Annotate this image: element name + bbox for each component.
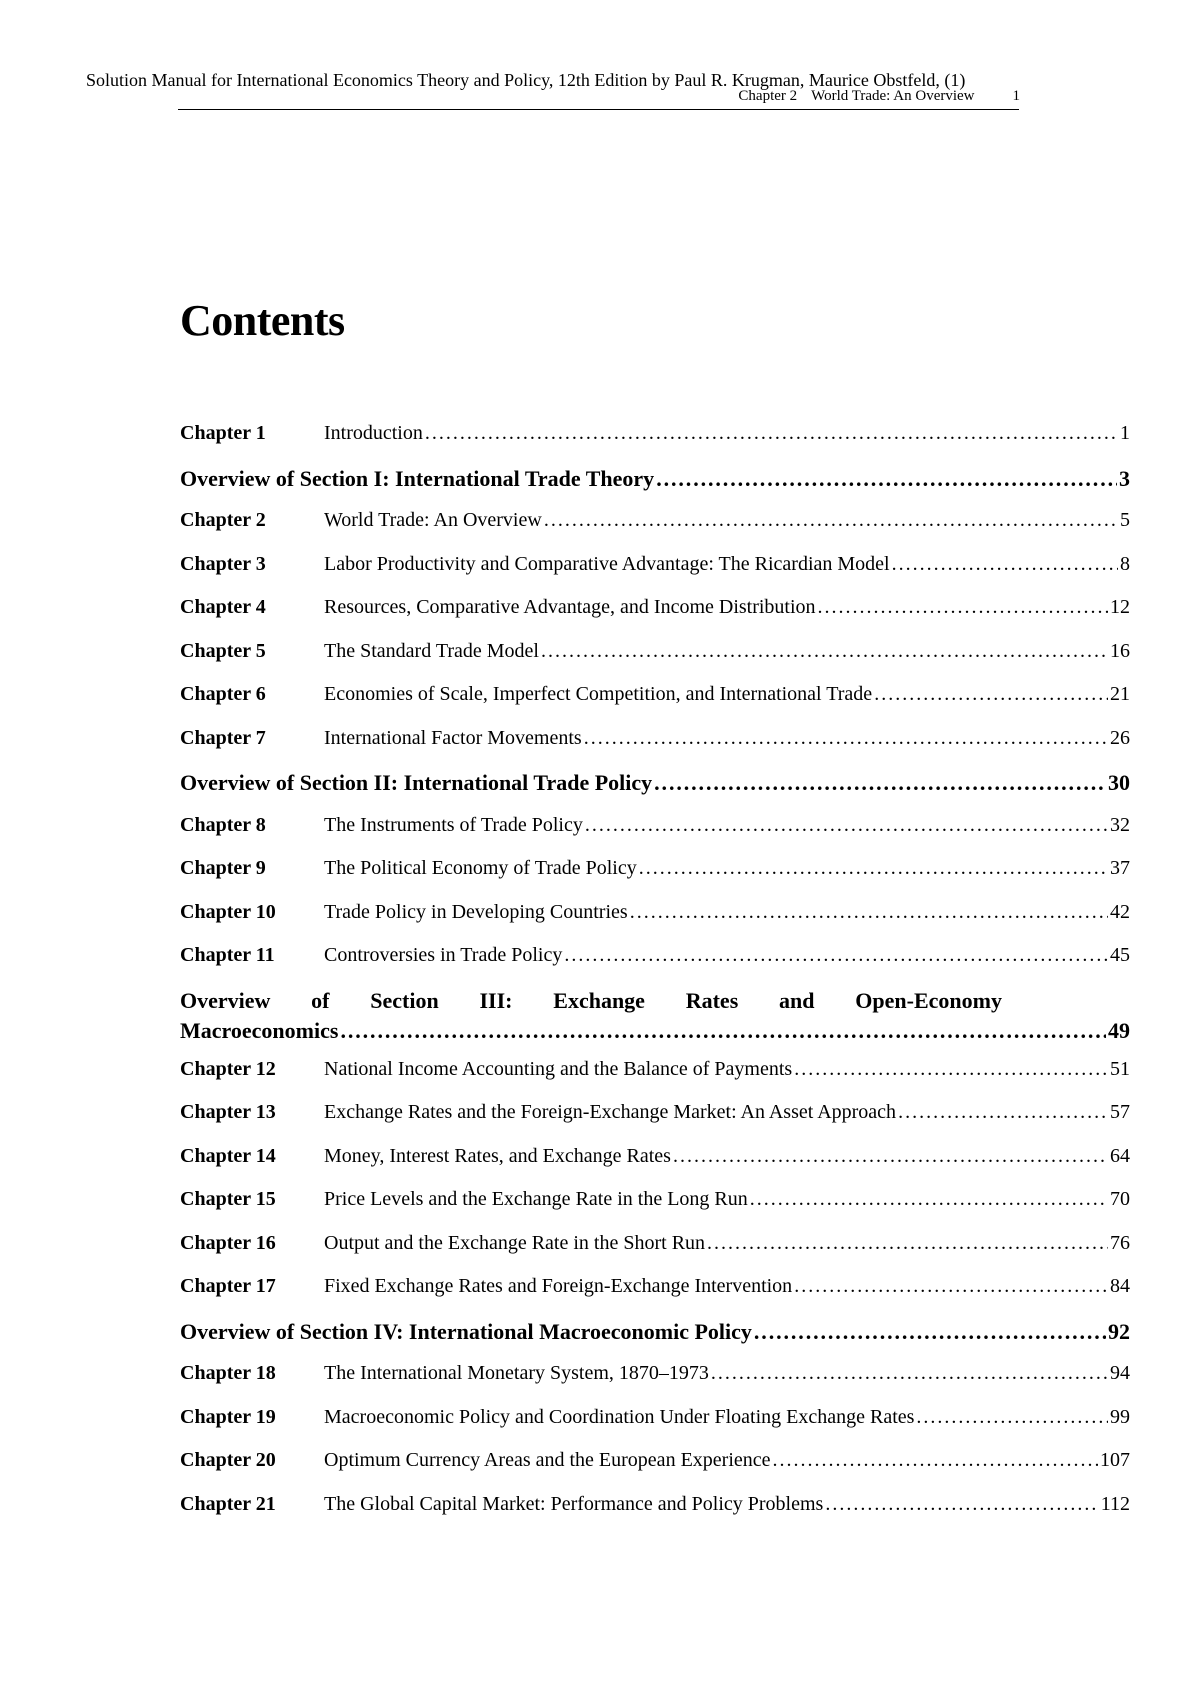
section-title-continuation: Macroeconomics [180,1017,339,1043]
dot-leader [340,1018,1106,1044]
toc-chapter-entry[interactable] [180,857,1130,901]
toc-chapter-entry[interactable] [180,1101,1130,1145]
toc-chapter-number: Chapter 5 [180,639,266,662]
toc-section-entry[interactable] [180,466,1130,510]
dot-leader [898,1101,1108,1124]
toc-chapter-number: Chapter 21 [180,1492,276,1515]
dot-leader [794,1275,1108,1298]
toc-chapter-title: International Factor Movements [324,726,582,749]
dot-leader [639,857,1108,880]
toc-page-number: 45 [1110,944,1130,966]
toc-chapter-title: Trade Policy in Developing Countries [324,900,628,923]
contents-heading: Contents [180,296,345,345]
toc-chapter-number: Chapter 13 [180,1101,276,1123]
running-header [180,88,1020,105]
toc-chapter-title: Labor Productivity and Comparative Advantage: The Ricardian Model [324,552,890,575]
dot-leader [544,509,1118,532]
header-rule [178,109,1019,110]
toc-chapter-title: The Standard Trade Model [324,639,539,662]
toc-chapter-entry[interactable] [180,901,1130,945]
toc-section-title: Overview of Section IV: International Macroeconomic Policy [180,1318,752,1344]
toc-page-number: 26 [1110,726,1130,749]
toc-page-number: 3 [1119,465,1130,491]
toc-chapter-title: The Political Economy of Trade Policy [324,857,637,879]
section-title-line2 [180,1018,1130,1048]
toc-chapter-title: Exchange Rates and the Foreign-Exchange Market: An Asset Approach [324,1101,897,1123]
toc-page-number: 99 [1110,1405,1130,1428]
toc-chapter-entry[interactable] [180,1188,1130,1232]
toc-page-number: 12 [1110,596,1130,618]
toc-chapter-entry[interactable] [180,553,1130,597]
toc-chapter-title: The International Monetary System, 1870–1973 [324,1362,709,1384]
toc-chapter-entry[interactable] [180,683,1130,727]
toc-chapter-entry[interactable] [180,509,1130,553]
dot-leader [754,1319,1106,1345]
dot-leader [656,466,1117,492]
toc-page-number: 49 [1108,1017,1130,1043]
toc-page-number: 21 [1110,683,1130,705]
toc-page-number: 42 [1110,900,1130,923]
toc-chapter-entry[interactable] [180,1232,1130,1276]
toc-chapter-number: Chapter 15 [180,1188,276,1210]
toc-chapter-entry[interactable] [180,1362,1130,1406]
toc-page-number: 16 [1110,639,1130,662]
toc-section-title: Overview of Section I: International Trade Theory [180,465,655,491]
toc-chapter-number: Chapter 19 [180,1405,276,1428]
section-title-word: Exchange [553,987,645,1013]
toc-page-number: 92 [1108,1318,1130,1344]
toc-chapter-title: Price Levels and the Exchange Rate in the Long Run [324,1188,748,1210]
toc-chapter-number: Chapter 6 [180,683,266,705]
toc-section-title: Overview of Section II: International Trade Policy [180,770,653,795]
toc-page-number: 70 [1110,1188,1130,1210]
toc-chapter-number: Chapter 11 [180,944,275,966]
toc-chapter-number: Chapter 7 [180,726,266,749]
toc-chapter-number: Chapter 2 [180,509,266,531]
dot-leader [711,1362,1108,1385]
dot-leader [825,1493,1098,1516]
toc-chapter-entry[interactable] [180,727,1130,771]
toc-chapter-entry[interactable] [180,1406,1130,1450]
dot-leader [916,1406,1108,1429]
toc-chapter-entry[interactable] [180,596,1130,640]
toc-chapter-title: National Income Accounting and the Balance of Payments [324,1057,793,1080]
toc-page-number: 32 [1110,813,1130,836]
toc-chapter-title: World Trade: An Overview [324,509,542,531]
table-of-contents [180,422,1130,1536]
toc-chapter-number: Chapter 16 [180,1231,276,1254]
dot-leader [654,770,1106,796]
toc-section-entry[interactable] [180,770,1130,814]
section-title-word: Section [370,987,439,1013]
dot-leader [773,1449,1098,1472]
toc-chapter-title: The Instruments of Trade Policy [324,813,583,836]
toc-chapter-entry[interactable] [180,944,1130,988]
dot-leader [541,640,1108,663]
toc-page-number: 37 [1110,857,1130,879]
toc-chapter-title: Output and the Exchange Rate in the Short Run [324,1231,706,1254]
toc-chapter-number: Chapter 10 [180,900,276,923]
section-title-word: Rates [685,987,739,1013]
dot-leader [425,422,1118,445]
section-title-word: III: [479,987,513,1013]
toc-section-entry[interactable] [180,988,1130,1058]
dot-leader [585,814,1108,837]
dot-leader [630,901,1108,924]
toc-chapter-title: Economies of Scale, Imperfect Competition, and International Trade [324,683,873,705]
toc-chapter-title: Optimum Currency Areas and the European Experience [324,1449,771,1471]
toc-page-number: 8 [1120,552,1130,575]
toc-page-number: 107 [1100,1449,1130,1471]
toc-chapter-entry[interactable] [180,640,1130,684]
toc-page-number: 5 [1120,509,1130,531]
dot-leader [673,1145,1108,1168]
dot-leader [707,1232,1108,1255]
toc-chapter-number: Chapter 3 [180,552,266,575]
section-title-word: Open-Economy [855,987,1002,1013]
toc-chapter-number: Chapter 1 [180,422,266,444]
toc-page-number: 94 [1110,1362,1130,1384]
toc-chapter-title: Controversies in Trade Policy [324,944,563,966]
toc-chapter-title: Macroeconomic Policy and Coordination Under Floating Exchange Rates [324,1405,915,1428]
toc-page-number: 64 [1110,1144,1130,1167]
toc-section-entry[interactable] [180,1319,1130,1363]
toc-chapter-entry[interactable] [180,1145,1130,1189]
running-header-title: World Trade: An Overview [811,88,975,104]
toc-chapter-entry[interactable] [180,1275,1130,1319]
toc-chapter-entry[interactable] [180,1493,1130,1537]
toc-chapter-number: Chapter 17 [180,1275,276,1297]
dot-leader [750,1188,1108,1211]
toc-chapter-title: The Global Capital Market: Performance and Policy Problems [324,1492,824,1515]
toc-chapter-entry[interactable] [180,422,1130,466]
toc-page-number: 112 [1100,1492,1130,1515]
toc-chapter-entry[interactable] [180,1449,1130,1493]
dot-leader [584,727,1108,750]
toc-chapter-title: Fixed Exchange Rates and Foreign-Exchange Intervention [324,1275,793,1297]
toc-chapter-number: Chapter 18 [180,1362,276,1384]
section-title-line1 [180,988,1002,1018]
toc-page-number: 76 [1110,1231,1130,1254]
section-title-word: Overview [180,987,271,1013]
toc-chapter-number: Chapter 9 [180,857,266,879]
dot-leader [564,944,1108,967]
document-title: Solution Manual for International Economics Theory and Policy, 12th Edition by Paul R. Krugman, Maurice Obstfeld, (1) [86,70,966,90]
running-header-page: 1 [1012,88,1020,104]
toc-chapter-title: Introduction [324,422,423,444]
running-header-chapter: Chapter 2 [738,88,798,104]
toc-chapter-title: Money, Interest Rates, and Exchange Rates [324,1144,671,1167]
toc-chapter-title: Resources, Comparative Advantage, and Income Distribution [324,596,816,618]
toc-page-number: 1 [1120,422,1130,444]
toc-page-number: 51 [1110,1057,1130,1080]
toc-page-number: 57 [1110,1101,1130,1123]
toc-page-number: 84 [1110,1275,1130,1297]
section-title-word: and [779,987,815,1013]
dot-leader [794,1058,1108,1081]
toc-chapter-number: Chapter 12 [180,1057,276,1080]
section-title-word: of [311,987,330,1013]
toc-chapter-number: Chapter 20 [180,1449,276,1471]
toc-chapter-number: Chapter 8 [180,813,266,836]
dot-leader [892,553,1118,576]
dot-leader [818,596,1108,619]
toc-chapter-number: Chapter 14 [180,1144,276,1167]
toc-chapter-entry[interactable] [180,1058,1130,1102]
toc-page-number: 30 [1108,770,1130,795]
toc-chapter-number: Chapter 4 [180,596,266,618]
dot-leader [874,683,1108,706]
toc-chapter-entry[interactable] [180,814,1130,858]
